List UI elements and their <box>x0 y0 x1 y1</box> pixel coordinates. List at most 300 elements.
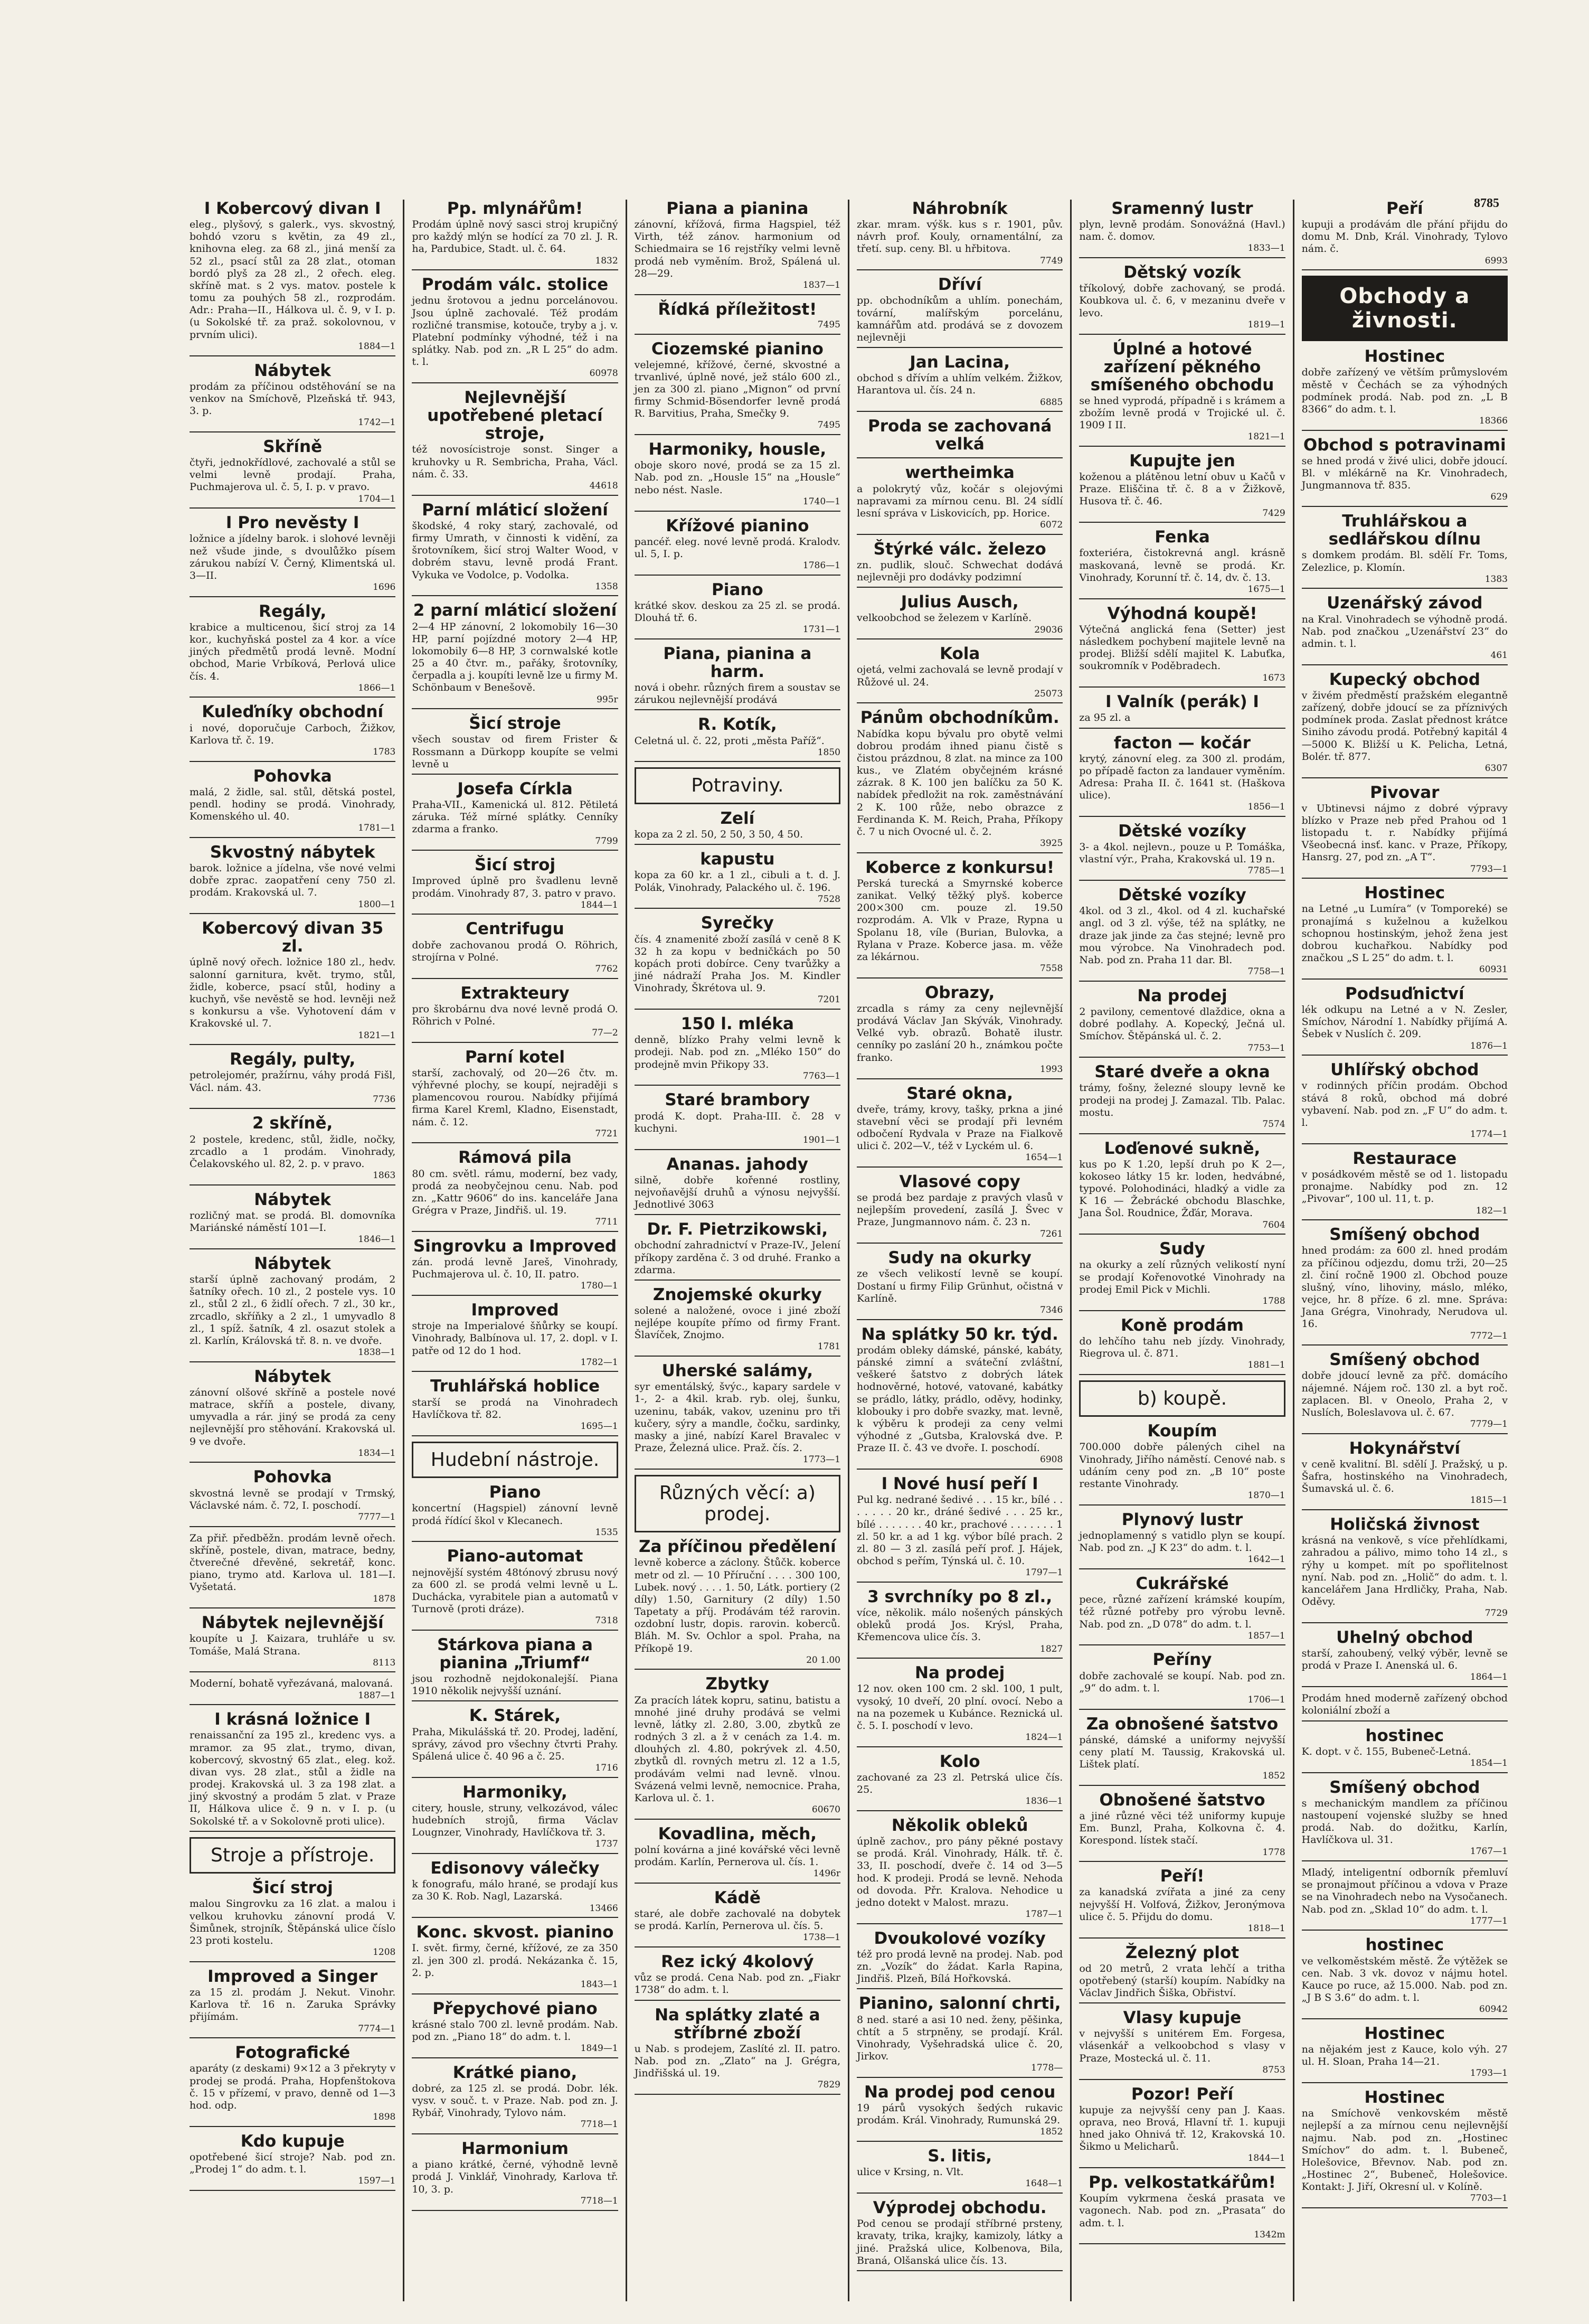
page-number: 8785 <box>1474 196 1499 210</box>
ad-title: Nábytek <box>254 361 332 380</box>
classified-ad <box>857 1994 1063 2078</box>
ad-code: 20 1.00 <box>806 1654 840 1666</box>
ad-code: 8753 <box>1262 2064 1285 2075</box>
classified-ad <box>635 440 840 511</box>
ad-code: 1786—1 <box>802 560 840 571</box>
ad-title: Centrifugu <box>466 919 564 939</box>
ad-body: renaissanční za 195 zl., kredenc vys. a mramor. za 95 zlat., trymo, divan, kobercový, skvostný 65 zlat., eleg. kož. divan vys. 28 zlat., stůl a židle na prodej. Krakovská ul. 3 za 198 zlat. a jiný skvostný a prodám 5 zlat. v Praze II, Hálkova ulice č. 9 n. v I. p. (u Sokolské tř. a v Sokolovně proti ulice). <box>190 1729 396 1827</box>
ad-body: dobře zachovanou prodá O. Röhrich, strojírna v Polné. <box>412 939 618 963</box>
ad-body: od 20 metrů, 2 vrata lehčí a tritha opotřebený (starší) koupím. Nabídky na Václav Jindřich Šiška, Obřiství. <box>1079 1962 1285 1999</box>
ad-code: 60942 <box>1479 2004 1508 2015</box>
ad-title: Hostinec <box>1364 883 1445 903</box>
classified-ad <box>1079 1511 1285 1569</box>
ad-title: Sudy <box>1159 1239 1205 1259</box>
ad-code: 7558 <box>1040 963 1063 974</box>
ad-title: Improved <box>471 1301 559 1320</box>
ad-body: u Nab. s prodejem, Zaslíté zl. II. patro. Nab. pod zn. „Zlato“ na J. Grégra, Jindřišská ul. 19. <box>634 2043 840 2080</box>
ad-body: levně koberce a záclony. Štůčk. koberce metr od zl. — 10 Příruční . . . . 300 100, Lubek. nový . . . . 1. 50, Látk. portiery (2 díly) 1.50, Garnitury (2 díly) 1.50 Tapetaty a příj. Prodávám též rarovin. ozdobní lustr, dopis. rarovin. koberců. Bláh. M. Sv. Ochlor a spol. Praha, na Příkopě 19. <box>634 1557 840 1654</box>
ad-body: Moderní, bohatě vyřezávaná, malovaná. <box>190 1678 393 1690</box>
classified-ad <box>412 1149 618 1232</box>
ad-title: Pohovka <box>253 766 332 786</box>
ad-body: 19 párů vysokých šedých rukavic prodám. Král. Vinohrady, Rumunská 29. <box>856 2102 1063 2127</box>
ad-title: Piano <box>489 1483 541 1502</box>
ad-title: Koupím <box>1147 1422 1217 1441</box>
classified-ad <box>1302 1226 1508 1346</box>
classified-ad <box>190 703 395 761</box>
ad-code: 1884—1 <box>358 341 396 352</box>
ad-code: 1648—1 <box>1025 2178 1063 2189</box>
ad-body: ve velkoměstském městě. Že výtěžek se cen. Nab. 3 vk. dovoz v nájmu hotel. Kauce po ruce, až 15.000. Nab. pod zn. „J B S 3.6“ do adm. t. l. <box>1301 1955 1508 2004</box>
ad-code: 1740—1 <box>802 496 840 507</box>
classified-ad <box>1302 2025 1508 2083</box>
ad-title: Staré okna, <box>906 1084 1014 1103</box>
ad-title: Výhodná koupě! <box>1107 604 1257 623</box>
classified-ad <box>635 1091 840 1150</box>
classified-ad <box>412 1483 618 1542</box>
ad-title: Dětské vozíky <box>1118 886 1246 905</box>
classified-ad <box>190 2044 395 2127</box>
ad-body: zrcadla s rámy za ceny nejlevnější prodává Václav Jan Skývák, Vinohrady. Velké vyb. obrazů. Bohatě ilustr. cenníky po zaslání 20 h., známkou počte franko. <box>856 1002 1063 1064</box>
classified-ad <box>190 919 395 1045</box>
ad-body: denně, blízko Prahy velmi levně k prodeji. Nab. pod zn. „Mléko 150“ do prodejně mvin Přikopy 33. <box>634 1034 840 1070</box>
classified-ad <box>412 1783 618 1854</box>
ad-code: 1870—1 <box>1247 1490 1285 1501</box>
classified-ad <box>1079 605 1285 688</box>
ad-body: dobře zachovalé se koupí. Nab. pod zn. „9“ do adm. t. l. <box>1079 1670 1285 1694</box>
ad-body: koupíte u J. Kaizara, truhláře u sv. Tomáše, Malá Strana. <box>190 1633 396 1657</box>
ad-code: 1878 <box>373 1593 396 1604</box>
ad-code: 7772—1 <box>1470 1330 1508 1341</box>
ad-body: eleg., plyšový, s galerk., vys. skvostný, bohdó vzoru s květin, za 49 zl., knihovna eleg. za 68 zl., jiná menší za 52 zl., psací stůl za 28 zlat., otoman bordó plyš za 28 zl., 2 ořech. eleg. skříně mat. s 2 vys. matov. postele k tomu za pouhých 58 zl., rozprodám. Adr.: Praha—II., Hálkova ul. č. 9, v I. p. (u Sokolské tř. za praž. sokolovnou, v prvním ulici). <box>190 219 396 341</box>
ad-title: Nábytek nejlevnější <box>201 1613 384 1633</box>
ad-body: Celetná ul. č. 22, proti „města Paříž“. <box>634 735 825 747</box>
classified-ad <box>412 1377 618 1436</box>
ad-body: kupuje za nejvyšší ceny pan J. Kaas. oprava, neo Brová, Hlavní tř. 1. kupuji hned jako Ohnivá tř. 12, Krakovská 10. Šikmo u Melicharů. <box>1079 2104 1285 2153</box>
ad-body: kopa za 60 kr. a 1 zl., cibuli a t. d. J. Polák, Vinohrady, Palackého ul. č. 196. <box>634 869 840 893</box>
ad-title: I Nové husí peří I <box>881 1474 1038 1494</box>
ad-code: 1706—1 <box>1247 1694 1285 1705</box>
ad-code: 1695—1 <box>580 1420 618 1432</box>
ad-body: též novosícistroje sonst. Singer a kruhovky u R. Sembricha, Praha, Václ. nám. č. 33. <box>412 444 618 480</box>
classified-ad <box>857 276 1063 348</box>
ad-body: v ceně kvalitní. Bl. sdělí J. Pražský, u p. Šafra, hostinského na Vinohradech, Šumavská ul. č. 6. <box>1301 1458 1508 1495</box>
classified-ad <box>1302 594 1508 665</box>
ad-body: Praha-VII., Kamenická ul. 812. Pětiletá záruka. Též mírné splátky. Cenníky zdarma a franko. <box>412 798 618 835</box>
ad-code: 1854—1 <box>1470 1757 1508 1768</box>
ad-title: Dříví <box>938 275 982 295</box>
ad-code: 1800—1 <box>358 899 396 910</box>
classified-ad <box>1079 2085 1285 2169</box>
classified-ad <box>1079 693 1285 728</box>
ad-body: prodám za příčinou odstěhování se na venkov na Smíchově, Plzeňská tř. 943, 3. p. <box>190 380 396 417</box>
classified-ad <box>190 1255 395 1362</box>
ad-body: ulice v Krsing, n. Vlt. <box>856 2166 964 2178</box>
ad-body: pece, různé zařízení krámské koupím, též různé potřeby pro výrobu levně. Nab. pod zn. „D 078“ do adm. t. l. <box>1079 1594 1285 1630</box>
ad-body: na nějakém jest z Kauce, kolo výh. 27 ul. H. Sloan, Praha 14—21. <box>1301 2044 1508 2068</box>
ad-code: 1834—1 <box>358 1447 396 1459</box>
ad-code: 1852 <box>1040 2127 1063 2138</box>
ad-code: 6307 <box>1484 763 1508 774</box>
classified-ad <box>412 1859 618 1918</box>
classified-ad <box>635 645 840 711</box>
ad-title: Cukrářské <box>1136 1574 1229 1594</box>
ad-title: Ciozemské pianino <box>651 339 824 359</box>
ad-body: v rodinných příčin prodám. Obchod stává 8 roků, obchod má dobré vybavení. Nab. pod zn. „F U“ do adm. t. l. <box>1301 1080 1508 1128</box>
ad-code: 1901—1 <box>802 1134 840 1145</box>
ad-title: Na prodej pod cenou <box>864 2082 1056 2102</box>
ad-title: Piana, pianina a harm. <box>663 644 812 681</box>
ad-title: R. Kotík, <box>698 715 777 735</box>
ad-code: 1774—1 <box>1470 1129 1508 1140</box>
classified-ad <box>635 581 840 639</box>
ad-title: 150 l. mléka <box>680 1014 794 1034</box>
ad-title: Singrovku a Improved <box>413 1236 617 1256</box>
ad-title: Staré dveře a okna <box>1094 1062 1270 1082</box>
classified-ad <box>635 850 840 909</box>
ad-body: tříkolový, dobře zachovaný, se prodá. Koubkova ul. č. 6, v mezaninu dveře v levo. <box>1079 283 1285 319</box>
classified-ad <box>1079 2009 1285 2080</box>
ad-body: staré, ale dobře zachovalé na dobytek se prodá. Karlín, Pernerova ul. čís. 5. <box>634 1908 840 1932</box>
classified-ad <box>190 438 395 509</box>
ad-code: 1819—1 <box>1247 319 1285 330</box>
ad-code: 1737 <box>595 1839 618 1850</box>
classified-ad <box>1302 436 1508 507</box>
ad-title: Smíšený obchod <box>1329 1777 1480 1797</box>
ad-title: Podsuďnictví <box>1345 984 1464 1004</box>
classified-ad <box>857 1588 1063 1659</box>
ad-title: Skříně <box>263 437 323 456</box>
ad-body: silně, dobře kořenné rostliny, nejvoňavější druhů a výnosu nejvyšší. Jednotlivé 3063 <box>634 1174 840 1211</box>
classified-ad <box>1079 264 1285 334</box>
ad-body: lék odkupu na Letné a v N. Zesler, Smíchov, Národní 1. Nabídky přijímá A. Šebek v Nuslích č. 209. <box>1301 1004 1508 1040</box>
ad-code: 1642—1 <box>1247 1554 1285 1565</box>
ad-code: 7829 <box>817 2080 840 2091</box>
ad-title: Kuleďníky obchodní <box>202 702 384 722</box>
ad-body: prodá K. dopt. Praha-III. č. 28 v kuchyni. <box>634 1110 840 1134</box>
ad-body: obchod s dřívím a uhlím velkém. Žižkov, Harantova ul. čís. 24 n. <box>856 372 1063 397</box>
ad-code: 1836—1 <box>1025 1796 1063 1807</box>
ad-title: Improved a Singer <box>207 1967 378 1986</box>
classified-ad <box>412 501 618 597</box>
ad-body: koncertní (Hagspiel) zánovní levně prodá řídící škol v Klecanech. <box>412 1502 618 1527</box>
ad-title: Kádě <box>714 1888 761 1908</box>
ad-code: 7604 <box>1262 1219 1285 1230</box>
ad-code: 1788 <box>1262 1295 1285 1306</box>
ad-body: 4kol. od 3 zl., 4kol. od 4 zl. kuchařské angl. od 3 zl. výše, též na splátky, ne draze jak jinde za čas stejné; levně pro mou výrobce. Na Vinohradech pod. Nab. pod zn. Praha 11 dar. Bl. <box>1079 905 1285 966</box>
classified-ad <box>857 1817 1063 1924</box>
classified-ad <box>857 1753 1063 1811</box>
ad-code: 1597—1 <box>358 2176 396 2187</box>
ad-body: oboje skoro nové, prodá se za 15 zl. Nab. pod zn. „Housle 15“ na „Housle“ nebo nést. Nasle. <box>634 459 840 496</box>
ad-title: Piano <box>712 580 763 599</box>
ad-code: 1843—1 <box>580 1979 618 1990</box>
ad-body: pancéř. eleg. nové levně prodá. Kralodv. ul. 5, I. p. <box>634 535 840 560</box>
classified-ad <box>635 1889 840 1947</box>
ad-title: Nábytek <box>254 1254 332 1273</box>
ad-body: pro škrobárnu dva nové levně prodá O. Röhrich v Polné. <box>412 1003 618 1027</box>
ad-title: Smíšený obchod <box>1329 1350 1480 1370</box>
ad-body: Mladý, inteligentní odborník přemluví se pronajmout příčinou a vdova v Praze se na Vinohradech nebo na Vysočanech. Nab. pod zn. „Sklad 10“ do adm. t. l. <box>1301 1867 1508 1915</box>
classified-ad <box>635 340 840 436</box>
ad-code: 1383 <box>1484 573 1508 585</box>
ad-code: 1535 <box>595 1527 618 1538</box>
classified-ad <box>635 810 840 845</box>
ad-code: 29036 <box>1034 624 1063 635</box>
classified-ad <box>1302 200 1508 270</box>
ad-body: na Kral. Vinohradech se výhodně prodá. Nab. pod značkou „Uzenářství 23“ do admin. t. l. <box>1301 613 1508 650</box>
ad-code: 461 <box>1490 650 1508 661</box>
ad-title: Ananas. jahody <box>666 1154 808 1174</box>
ad-title: Truhlářská hoblice <box>430 1377 600 1396</box>
ad-code: 7318 <box>595 1615 618 1626</box>
ad-body: Pul kg. nedrané šedivé . . . 15 kr., bílé . . . . . . . 20 kr., dráné šedivé . . . 25 kr., bílé . . . . . . . 40 kr., prachové . . . . . . . 1 zl. 50 kr. a ad 1 kg. výbor bílé prach. 2 zl. 80 — 3 zl. zasílá peří prof. J. Hájek, obchod s peřím, Týnská ul. č. 10. <box>856 1494 1063 1567</box>
column-1 <box>182 200 403 2301</box>
classified-ad <box>857 540 1063 588</box>
ad-title: Holičská živnost <box>1330 1515 1480 1535</box>
ad-body: se hned prodá v živé ulici, dobře jdoucí. Bl. v mlékárně na Kr. Vinohradech, Jungmannova tř. 835. <box>1301 455 1508 492</box>
classified-columns <box>182 200 1515 2301</box>
ad-body: Improved úplně pro švadlenu levně prodám. Vinohrady 87, 3. patro v pravo. <box>412 875 618 899</box>
ad-body: K. dopt. v č. 155, Bubeneč-Letná. <box>1301 1745 1471 1757</box>
ad-body: a polokrytý vůz, kočár s olejovými napravami za mírnou cenu. Bl. 24 sídlí lesní správa v Liskovicích, pp. Horice. <box>856 483 1063 519</box>
classified-ad <box>412 780 618 851</box>
ad-title: Jan Lacina, <box>910 353 1010 372</box>
ad-code: 1696 <box>373 582 396 593</box>
ad-body: ze všech velikostí levně se koupí. Dostaní u firmy Filip Grünhut, očistná v Karlíně. <box>856 1268 1063 1304</box>
ad-code: 7528 <box>817 893 840 905</box>
ad-code: 1782—1 <box>580 1357 618 1368</box>
classified-ad <box>857 645 1063 703</box>
classified-ad <box>412 2140 618 2210</box>
ad-code: 1781—1 <box>358 823 396 834</box>
ad-code: 3925 <box>1040 838 1063 849</box>
ad-body: malá, 2 židle, sal. stůl, dětská postel, pendl. hodiny se prodá. Vinohrady, Komenského ul. 40. <box>190 786 396 823</box>
ad-code: 1675—1 <box>1247 584 1285 595</box>
ad-title: Sramenný lustr <box>1111 200 1253 218</box>
ad-code: 1833—1 <box>1247 243 1285 254</box>
ad-title: hostinec <box>1365 1726 1444 1745</box>
classified-ad <box>412 856 618 915</box>
classified-ad <box>1079 528 1285 599</box>
ad-title: Piana a pianina <box>666 200 809 218</box>
ad-title: Edisonovy válečky <box>430 1859 600 1878</box>
classified-ad <box>412 1301 618 1372</box>
ad-title: Dr. F. Pietrzikowski, <box>647 1220 828 1239</box>
ad-title: Uhlířský obchod <box>1330 1060 1479 1080</box>
ad-title: Šicí stroj <box>474 855 556 875</box>
ad-body: Praha, Mikulášská tř. 20. Prodej, ladění, správy, závod pro všechny čtvrti Prahy. Spálená ulice č. 40 96 a č. 25. <box>412 1726 618 1762</box>
ad-title: Obnošené šatstvo <box>1099 1790 1265 1810</box>
ad-title: Peříny <box>1152 1650 1212 1670</box>
ad-title: Náhrobník <box>912 200 1008 218</box>
ad-body: kopa za 2 zl. 50, 2 50, 3 50, 4 50. <box>634 829 803 841</box>
classified-ad <box>412 920 618 978</box>
classified-ad <box>1302 1779 1508 1862</box>
ad-body: kupuji a prodávám dle přání přijdu do domu M. Dnb, Král. Vinohrady, Tylovo nám. č. <box>1301 219 1508 255</box>
ad-body: s domkem prodám. Bl. sdělí Fr. Toms, Zelezlice, p. Klomín. <box>1301 549 1508 573</box>
ad-body: na okurky a zelí různých velikostí nyní se prodají Kořenovotké Vinohrady na prodej Emil Pick v Michli. <box>1079 1259 1285 1295</box>
ad-body: Pod cenou se prodají stříbrné prsteny, kravaty, trika, krajky, kamizoly, látky a jiné. Pražská ulice, Kolbenova, Bila, Braná, Olšanská ulice čís. 13. <box>856 2218 1063 2266</box>
classified-ad <box>1302 1629 1508 1687</box>
ad-body: pánské, dámské a uniformy nejvyšší ceny platí M. Taussig, Krakovská ul. Lištek platí. <box>1079 1734 1285 1771</box>
ad-body: 2 postele, kredenc, stůl, židle, nočky, zrcadlo a 1 prodám. Vinohrady, Čelakovského ul. 82, 2. p. v pravo. <box>190 1133 396 1170</box>
classified-ad <box>1302 1727 1508 1773</box>
ad-body: škodské, 4 roky starý, zachovalé, od firmy Umrath, v činnosti k vidění, za šrotovníkem, šicí stroj Walter Wood, v dobrém stavu, levně prodá Frant. Vykuka ve Vodolce, p. Vodolka. <box>412 520 618 581</box>
ad-code: 1767—1 <box>1470 1846 1508 1857</box>
ad-body: Prodám hned moderně zařízený obchod koloniální zboží a <box>1301 1692 1508 1717</box>
ad-code: 6908 <box>1040 1454 1063 1465</box>
ad-body: 3- a 4kol. nejlevn., pouze u P. Tomáška, vlastní výr., Praha, Krakovská ul. 19 n. <box>1079 841 1285 865</box>
ad-title: Syrečky <box>701 914 774 933</box>
ad-code: 1850 <box>817 747 840 758</box>
ad-title: Konc. skvost. pianino <box>416 1923 614 1942</box>
classified-ad <box>1302 1061 1508 1144</box>
ad-body: citery, housle, struny, velkozávod, válec hudebních strojů, firma Václav Lougnzer, Vinohrady, Havlíčkova tř. 3. <box>412 1802 618 1839</box>
ad-body: všech soustav od firem Frister & Rossmann a Dürkopp koupíte se velmi levně u <box>412 733 618 770</box>
ad-title: Skvostný nábytek <box>210 842 375 862</box>
ad-code: 7574 <box>1262 1118 1285 1130</box>
ad-body: I. svět. firmy, černé, křížové, ze za 350 zl. jen 300 zl. prodá. Nekázanka č. 15, 2. p. <box>412 1942 618 1979</box>
ad-body: se prodá bez pardaje z pravých vlasů v nejlepším provedení, zasílá J. Švec v Praze, Jungmannovo nám. č. 23 n. <box>856 1192 1063 1228</box>
classified-ad <box>190 1614 395 1672</box>
ad-body: prodám obleky dámské, pánské, kabáty, pánské zimní a sváteční zvláštní, veškeré šatstvo z dobrých látek hodnověrné, hotové, vatované, kabátky se prádlo, látky, prádlo, oděvy, hodinky, klobouky i pro dobře svazky, mat. levně, k výběru k prodeji za ceny velmi výhodné z „Gutsba, Kralovská dve. P. Praze II. č. 43 ve dvoře. I. poschodí. <box>856 1344 1063 1454</box>
ad-body: v živém předměstí pražském elegantně zařízený, dobře jdoucí se za příznivých podmínek proda. Zaslat přednost krátce Siniho závodu prodá. Potřebný kapitál 4—5000 K. Bližší u K. Pelicha, Letná, Bolér. tř. 877. <box>1301 689 1508 763</box>
ad-code: 1797—1 <box>1025 1567 1063 1578</box>
ad-title: Kupujte jen <box>1129 451 1235 471</box>
classified-ad <box>190 767 395 838</box>
ad-title: Hostinec <box>1364 2024 1445 2043</box>
ad-title: Kolo <box>939 1752 980 1771</box>
ad-code: 1844—1 <box>580 899 618 910</box>
classified-ad <box>635 200 840 295</box>
ad-code: 1781 <box>817 1341 840 1352</box>
classified-ad <box>412 1636 618 1702</box>
ad-title: Dvoukolové vozíky <box>874 1928 1046 1948</box>
ad-title: Kupecký obchod <box>1329 670 1480 689</box>
ad-code: 1846—1 <box>358 1234 396 1245</box>
ad-title: 3 svrchníky po 8 zl., <box>867 1587 1053 1606</box>
column-6 <box>1293 200 1515 2301</box>
ad-code: 1821—1 <box>358 1030 396 1041</box>
ad-code: 7777—1 <box>358 1511 396 1522</box>
ad-body: jednu šrotovou a jednu porcelánovou. Jsou úplně zachovalé. Též prodám rozličné transmise, kotouče, tryby a j. v. Platební podmínky výhodné, též i na splátky. Nab. pod zn. „R L 25“ do adm. t. l. <box>412 295 618 368</box>
classified-ad <box>190 1114 395 1185</box>
ad-title: Obchod s potravinami <box>1303 435 1506 455</box>
ad-body: krabice a multicenou, šicí stroj za 14 kor., kuchyňská postel za 4 kor. a více jiných předmětů prodá levně. Modní obchod, Marie Vrbíková, Perlová ulice čís. 4. <box>190 621 396 682</box>
ad-body: velejemné, křížové, černé, skvostné a trvanlivé, úplně nové, jež stálo 600 zl., jen za 300 zl. piano „Mignon“ od první firmy Schmid-Bösendorfer levně prodá R. Barvitius, Praha, Smečky 9. <box>634 359 840 420</box>
ad-code: 1208 <box>373 1947 396 1958</box>
classified-ad <box>190 1678 395 1705</box>
ad-body: pp. obchodníkům a uhlím. ponechám, tovární, malířským porcelánu, kamnářům atd. prodává se z dovozem nejlevněji <box>856 295 1063 343</box>
ad-body: 80 cm. světl. rámu, moderní, bez vady, prodá za neobyčejnou cenu. Nab. pod zn. „Kattr 9606“ do ins. kanceláře Jana Grégra v Praze, Jindřiš. ul. 19. <box>412 1168 618 1217</box>
classified-ad <box>190 603 395 698</box>
ad-body: Nabídka kopu bývalu pro obytě velmi dobrou prodám ihned pianu čistě s čistou prázdnou, 8 zlat. na mince za 100 kus., ve Zlatém obyčejném krásné zázrak. 8 K. 100 jen balíčku za 50 K. nabídek předložit na rok. zaměstnávání 2 K. 100 růže, nebo obrazce z Ferdinanda K. M. Reich, Praha, Příkopy č. 7 u nich Ovocné ul. č. 2. <box>856 728 1063 838</box>
classified-ad <box>1079 886 1285 982</box>
classified-ad <box>190 514 395 597</box>
classified-ad <box>1302 1692 1508 1721</box>
ad-title: Fenka <box>1155 528 1210 547</box>
ad-title: Obrazy, <box>924 983 995 1002</box>
ad-title: Koberce z konkursu! <box>865 858 1055 877</box>
ad-code: 1887—1 <box>358 1690 396 1701</box>
classified-ad <box>857 1085 1063 1168</box>
ad-body: na Smíchově venkovském městě nejlepší a za mírnou cenu nejlevnější najmu. Nab. pod zn. „Hostinec Smíchov“ do adm. t. l. Bubeneč, Holešovice, Břevnov. Nab. pod zn. „Hostinec 2“, Bubeneč, Holešovice. Kontakt: J. Jiří, Okresní ul. v Kolíně. <box>1301 2107 1508 2193</box>
ad-title: Vlasy kupuje <box>1123 2008 1242 2028</box>
ad-body: syr ementálský, švýc., kapary sardele v 1-, 2- a 4kil. krab. ryb. olej, šunku, uzeninu, tabák, vakov, uzeninu pro tři kučery, sýry a mandle, čočku, sardinky, masky a jiné, nabízí Karel Bravalec v Praze, Železná ulice. Praž. čís. 2. <box>634 1381 840 1454</box>
ad-body: nová i obehr. různých firem a soustav se zárukou nejlevnější prodává <box>634 682 840 706</box>
section-heading: Hudební nástroje. <box>412 1442 618 1479</box>
classified-ad <box>190 1532 395 1609</box>
ad-code: 60931 <box>1479 964 1508 975</box>
classified-ad <box>412 389 618 496</box>
ad-code: 7261 <box>1040 1228 1063 1239</box>
ad-code: 6885 <box>1040 397 1063 408</box>
ad-title: Uherské salámy, <box>661 1361 814 1381</box>
classified-ad <box>857 2147 1063 2194</box>
classified-ad <box>1302 1351 1508 1434</box>
ad-code: 1773—1 <box>802 1454 840 1465</box>
ad-code: 1738—1 <box>802 1932 840 1943</box>
ad-title: Úplné a hotové zařízení pěkného smíšeného obchodu <box>1090 339 1274 394</box>
ad-title: Harmoniky, <box>462 1782 568 1802</box>
ad-body: ojetá, velmi zachovalá se levně prodají v Růžové ul. 24. <box>856 664 1063 688</box>
ad-title: Pivovar <box>1370 783 1440 802</box>
classified-ad <box>635 1825 840 1884</box>
ad-title: Pianino, salonní chrti, <box>858 1994 1061 2013</box>
ad-body: solené a naložené, ovoce i jiné zboží nejlépe koupíte přímo od firmy Frant. Šlavíček, Znojmo. <box>634 1304 840 1341</box>
classified-ad <box>635 914 840 1010</box>
classified-ad <box>1302 1936 1508 2019</box>
classified-ad <box>857 1475 1063 1583</box>
classified-ad <box>857 1325 1063 1470</box>
ad-body: čtyři, jednokřídlové, zachovalé a stůl se velmi levně prodají. Praha, Puchmajerova ul. č. 5, I. p. v pravo. <box>190 456 396 493</box>
ad-code: 1778— <box>1031 2063 1063 2074</box>
ad-body: 12 nov. oken 100 cm. 2 skl. 100, 1 pult, vysoký, 10 dveří, 20 plní. ovocí. Nebo a na na pozemek u Kubánce. Reznická ul. č. 5. I. poschodí v levo. <box>856 1683 1063 1732</box>
ad-code: 1787—1 <box>1025 1909 1063 1920</box>
classified-ad <box>857 984 1063 1079</box>
ad-body: za 15 zl. prodám J. Nekut. Vinohr. Karlova tř. 16 n. Zaruka Správky přijímám. <box>190 1987 396 2023</box>
classified-ad <box>412 1547 618 1631</box>
ad-body: krytý, zánovní eleg. za 300 zl. prodám, po případě facton za landauer vyměním. Adresa: Praha II. č. 1641 st. (Haškova ulice). <box>1079 752 1285 802</box>
classified-ad <box>1079 1944 1285 2004</box>
classified-ad <box>1079 1240 1285 1311</box>
ad-code: 6072 <box>1040 520 1063 531</box>
section-badge: Obchody a živnosti. <box>1302 276 1508 341</box>
ad-title: Stárkova piana a pianina „Triumf“ <box>437 1635 593 1673</box>
ad-title: Hostinec <box>1364 2088 1445 2107</box>
classified-ad <box>1302 1150 1508 1220</box>
ad-title: Kovadlina, měch, <box>658 1824 817 1843</box>
classified-ad <box>190 1968 395 2038</box>
ad-body: ložnice a jídelny barok. i slohové levněji než všude jinde, s dvoulůžko písem zárukou nabízí V. Černý, Klimentská ul. 3—II. <box>190 533 396 581</box>
ad-title: Regály, <box>259 601 327 621</box>
ad-title: Pp. velkostatkářům! <box>1089 2173 1276 2193</box>
ad-body: do lehčího tahu neb jízdy. Vinohrady, Riegrova ul. č. 871. <box>1079 1335 1285 1359</box>
ad-body: úplně zachov., pro pány pěkné postavy se prodá. Král. Vinohrady, Hálk. tř. č. 33, II. poschodí, dveře č. 14 od 3—5 hod. K prodeji. Prodá se levně. Nehoda od dovoda. Přr. Kralova. Nehodice u jedno dotekt v Malost. mrazu. <box>856 1836 1063 1908</box>
ad-body: nejnovější systém 48tónový zbrusu nový za 600 zl. se prodá velmi levně u L. Duchácka, vyrabitele pian a automatů v Turnově (proti dráze). <box>412 1566 618 1615</box>
ad-code: 60670 <box>811 1804 840 1815</box>
ad-body: starší úplně zachovaný prodám, 2 šatníky ořech. 10 zl., 2 postele vys. 10 zl., stůl 2 zl., 6 židlí ořech. 7 zl., 30 kr., zrcadlo, skříňky a 2 zl., 1 umyvadlo 8 zl., 1 spíž. šatník, 4 zl. osazut stolek a zl. Karlín, Královská tř. 8. n. ve dvoře. <box>190 1274 396 1347</box>
ad-title: Hostinec <box>1364 347 1445 366</box>
classified-ad <box>635 716 840 762</box>
classified-ad <box>635 300 840 335</box>
ad-body: starší, zachovalý, od 20—26 čtv. m. výhřevné plochy, se koupí, nejraději s plamencovou rourou. Nabídky přijímá firma Karel Kreml, Kladno, Eisenstadt, nám. č. 12. <box>412 1067 618 1128</box>
classified-ad <box>190 843 395 914</box>
classified-ad <box>412 984 618 1043</box>
ad-title: Za příčinou předělení <box>639 1537 836 1557</box>
ad-code: 1731—1 <box>802 624 840 635</box>
classified-ad <box>190 1368 395 1463</box>
